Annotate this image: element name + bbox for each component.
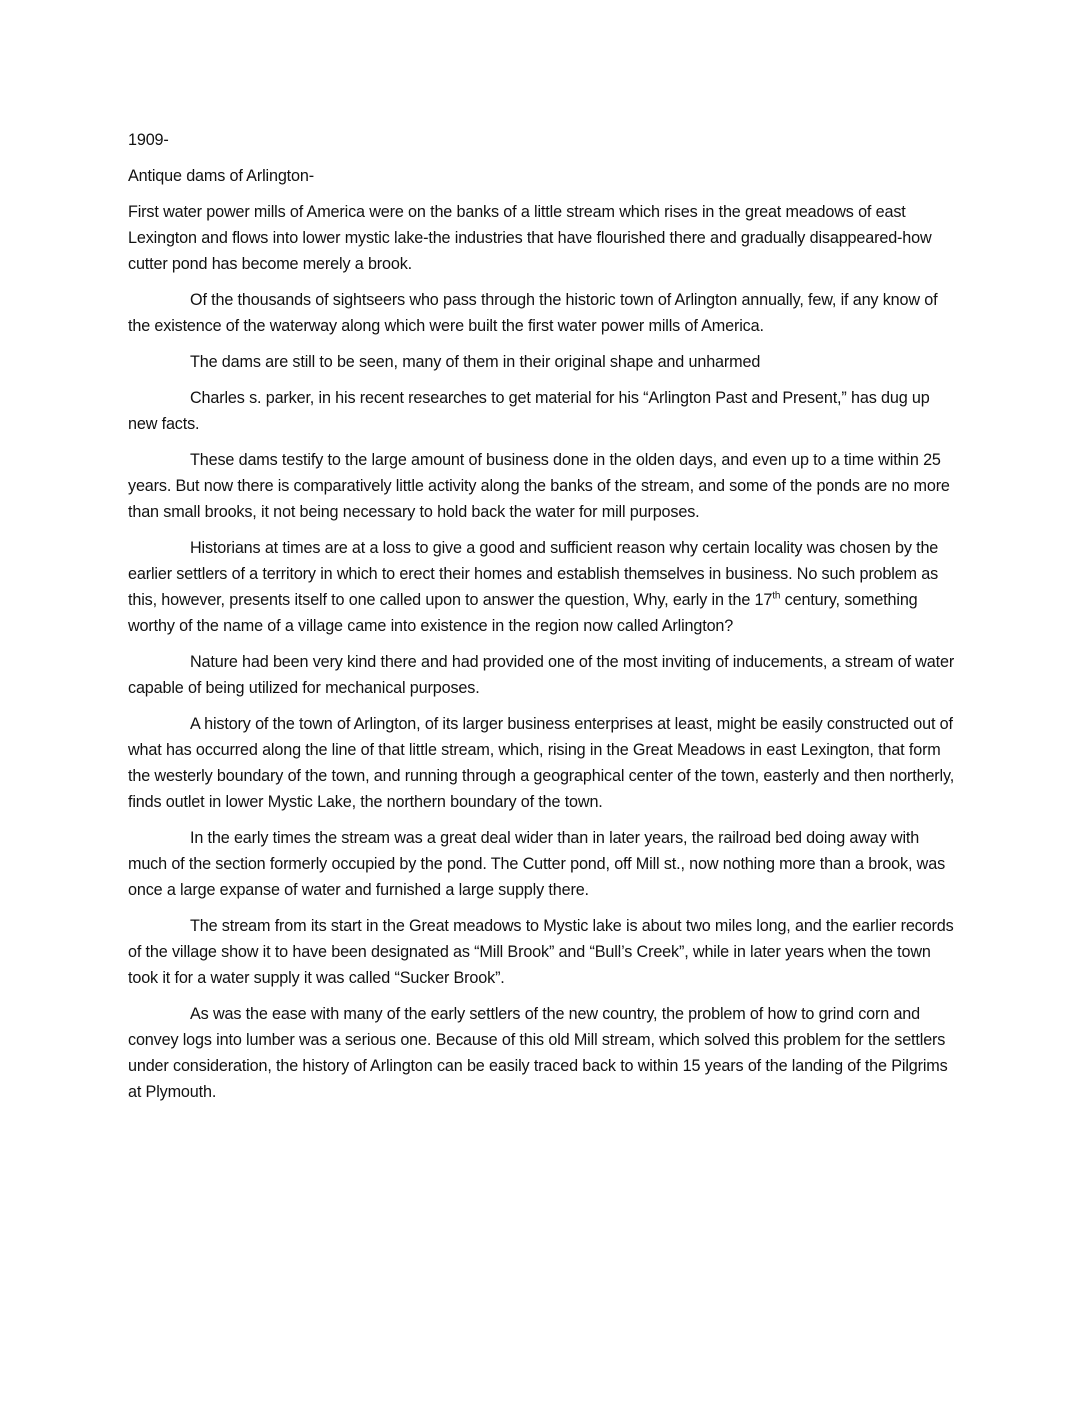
paragraph-sightseers: Of the thousands of sightseers who pass through the historic town of Arlington annually, few, if any know of the existence of the waterway along which were built the first water power mills of America.: [128, 291, 938, 335]
document-summary: First water power mills of America were on the banks of a little stream which rises in the great meadows of east Lexington and flows into lower mystic lake-the industries that have flourished there and gradually disappeared-how cutter pond has become merely a brook.: [128, 203, 932, 273]
paragraph-parker: Charles s. parker, in his recent researches to get material for his “Arlington Past and Present,” has dug up new facts.: [128, 389, 930, 433]
document-title: Antique dams of Arlington-: [128, 167, 314, 185]
document-body: [128, 127, 962, 1115]
paragraph-business: These dams testify to the large amount of business done in the olden days, and even up to a time within 25 years. But now there is comparatively little activity along the banks of the stream, and some of the ponds are no more than small brooks, it not being necessary to hold back the water for mill purposes.: [128, 451, 950, 521]
paragraph-history-town: A history of the town of Arlington, of its larger business enterprises at least, might be easily constructed out of what has occurred along the line of that little stream, which, rising in the Great Meadows in east Lexington, that form the westerly boundary of the town, and running through a geographical center of the town, easterly and then northerly, finds outlet in lower Mystic Lake, the northern boundary of the town.: [128, 715, 955, 811]
ordinal-suffix: th: [772, 590, 781, 602]
paragraph-historians: [128, 535, 962, 639]
paragraph-early-times: In the early times the stream was a great deal wider than in later years, the railroad bed doing away with much of the section formerly occupied by the pond. The Cutter pond, off Mill st., now nothing more than a brook, was once a large expanse of water and furnished a large supply there.: [128, 829, 946, 899]
paragraph-dams-seen: The dams are still to be seen, many of them in their original shape and unharmed: [190, 353, 761, 371]
paragraph-settlers: As was the ease with many of the early settlers of the new country, the problem of how to grind corn and convey logs into lumber was a serious one. Because of this old Mill stream, which solved this problem for the settlers under consideration, the history of Arlington can be easily traced back to within 15 years of the landing of the Pilgrims at Plymouth.: [128, 1005, 948, 1101]
paragraph-nature: Nature had been very kind there and had provided one of the most inviting of inducements, a stream of water capable of being utilized for mechanical purposes.: [128, 653, 955, 697]
paragraph-historians-text: Historians at times are at a loss to give a good and sufficient reason why certain locality was chosen by the earlier settlers of a territory in which to erect their homes and establish themselves in business. No such problem as this, however, presents itself to one called upon to answer the question, Why, early in the 17: [128, 539, 939, 609]
document-year: 1909-: [128, 131, 169, 149]
paragraph-historians-text-end: century, something worthy of the name of a village came into existence in the region now called Arlington?: [128, 591, 918, 635]
paragraph-stream-length: The stream from its start in the Great meadows to Mystic lake is about two miles long, and the earlier records of the village show it to have been designated as “Mill Brook” and “Bull’s Creek”, while in later years when the town took it for a water supply it was called “Sucker Brook”.: [128, 917, 954, 987]
